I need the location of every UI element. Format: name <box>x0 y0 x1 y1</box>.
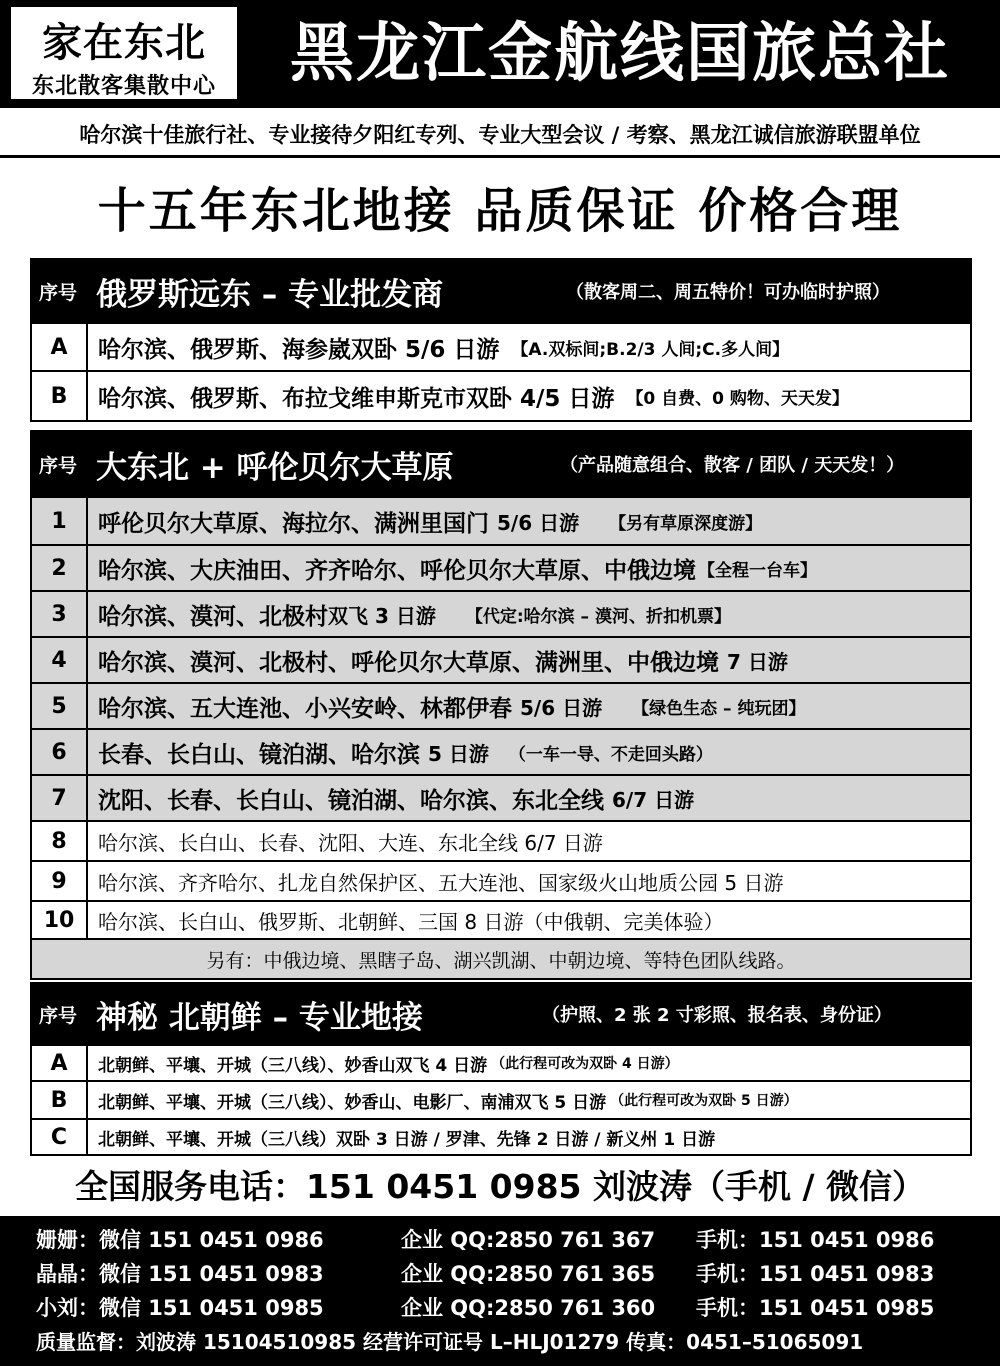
route-note: 【代定:哈尔滨 – 漠河、折扣机票】 <box>465 606 731 627</box>
list-item <box>30 862 972 902</box>
intro-line: 哈尔滨十佳旅行社、专业接待夕阳红专列、专业大型会议 / 考察、黑龙江诚信旅游联盟单位 <box>0 112 1000 158</box>
section-head-russia <box>30 258 972 324</box>
logo-main-text: 家在东北 <box>42 20 206 66</box>
service-phone-line: 全国服务电话：151 0451 0985 刘波涛（手机 / 微信） <box>74 1167 926 1206</box>
row-index: 10 <box>32 902 88 938</box>
route-name: 北朝鲜、平壤、开城（三八线）、妙香山双飞 4 日游 <box>98 1055 488 1076</box>
route-name: 长春、长白山、镜泊湖、哈尔滨 <box>98 741 420 768</box>
list-item <box>30 1120 972 1156</box>
section-note: （护照、2 张 2 寸彩照、报名表、身份证） <box>542 1005 892 1026</box>
seq-label: 序号 <box>38 454 77 477</box>
list-item <box>30 546 972 592</box>
section-note: （散客周二、周五特价！可办临时护照） <box>566 282 890 303</box>
contact-row <box>36 1224 935 1256</box>
route-suffix: 7 日游 <box>727 649 788 674</box>
contact-wechat: 姗姗：微信 151 0451 0986 <box>36 1228 324 1252</box>
list-item <box>30 498 972 546</box>
seq-label: 序号 <box>38 281 77 304</box>
row-index: B <box>32 372 88 420</box>
agency-title: 黑龙江金航线国旅总社 <box>290 17 950 91</box>
row-index: 8 <box>32 822 88 860</box>
list-item <box>30 776 972 822</box>
route-name: 哈尔滨、五大连池、小兴安岭、林都伊春 <box>98 695 512 722</box>
contact-qq: 企业 QQ:2850 761 360 <box>401 1296 656 1320</box>
row-index: B <box>32 1082 88 1118</box>
contact-wechat: 小刘：微信 151 0451 0985 <box>36 1296 324 1320</box>
route-name: 哈尔滨、俄罗斯、布拉戈维申斯克市双卧 4/5 日游 <box>98 385 615 412</box>
section-head-north-korea <box>30 982 972 1046</box>
header-banner <box>0 0 1000 108</box>
route-note: 【另有草原深度游】 <box>609 513 763 534</box>
route-name: 哈尔滨、大庆油田、齐齐哈尔、呼伦贝尔大草原、中俄边境 <box>98 557 696 584</box>
list-item <box>30 730 972 776</box>
row-index: 1 <box>32 498 88 544</box>
list-item <box>30 684 972 730</box>
row-index: 4 <box>32 638 88 682</box>
route-suffix: 6/7 日游 <box>612 787 695 812</box>
route-name: 哈尔滨、漠河、北极村、呼伦贝尔大草原、满洲里、中俄边境 <box>98 649 719 676</box>
list-item <box>30 592 972 638</box>
also-available-line: 另有：中俄边境、黑瞎子岛、湖兴凯湖、中朝边境、等特色团队线路。 <box>30 940 972 980</box>
quality-supervision-line: 质量监督：刘波涛 15104510985 经营许可证号 L–HLJ01279 传真：0451–51065091 <box>36 1330 864 1354</box>
route-note: 【0 自费、0 购物、天天发】 <box>626 388 849 409</box>
route-note: 【全程一台车】 <box>698 560 817 581</box>
list-item <box>30 372 972 422</box>
route-name: 哈尔滨、齐齐哈尔、扎龙自然保护区、五大连池、国家级火山地质公园 5 日游 <box>98 870 784 895</box>
seq-label: 序号 <box>38 1004 77 1027</box>
row-index: 9 <box>32 862 88 900</box>
list-item <box>30 902 972 940</box>
contact-qq: 企业 QQ:2850 761 365 <box>401 1262 656 1286</box>
row-index: 3 <box>32 592 88 636</box>
section-note: （产品随意组合、散客 / 团队 / 天天发！） <box>560 455 905 476</box>
route-suffix: 5 日游 <box>428 741 489 766</box>
logo-box <box>8 4 240 102</box>
section-title: 大东北 + 呼伦贝尔大草原 <box>96 449 454 486</box>
row-index: 7 <box>32 776 88 820</box>
contact-wechat: 晶晶：微信 151 0451 0983 <box>36 1262 324 1286</box>
route-name: 北朝鲜、平壤、开城（三八线）双卧 3 日游 / 罗津、先锋 2 日游 / 新义州 1 日游 <box>98 1129 716 1150</box>
logo-sub-text: 东北散客集散中心 <box>31 74 216 99</box>
route-name: 呼伦贝尔大草原、海拉尔、满洲里国门 <box>98 510 489 537</box>
row-index: C <box>32 1120 88 1154</box>
contact-mobile: 手机：151 0451 0985 <box>696 1296 935 1320</box>
route-name: 北朝鲜、平壤、开城（三八线）、妙香山、电影厂、南浦双飞 5 日游 <box>98 1092 607 1113</box>
row-index: 5 <box>32 684 88 728</box>
route-name: 哈尔滨、俄罗斯、海参崴双卧 5/6 日游 <box>98 336 500 363</box>
footer-contacts <box>0 1216 1000 1366</box>
route-name: 哈尔滨、长白山、俄罗斯、北朝鲜、三国 8 日游（中俄朝、完美体验） <box>98 909 724 934</box>
list-item <box>30 1082 972 1120</box>
section-title: 俄罗斯远东 – 专业批发商 <box>96 276 444 313</box>
list-item <box>30 638 972 684</box>
contact-mobile: 手机：151 0451 0983 <box>696 1262 935 1286</box>
route-name: 沈阳、长春、长白山、镜泊湖、哈尔滨、东北全线 <box>98 787 604 814</box>
section-head-northeast <box>30 430 972 498</box>
row-index: 6 <box>32 730 88 774</box>
row-index: 2 <box>32 546 88 590</box>
route-suffix: 5/6 日游 <box>520 695 603 720</box>
route-note: 【A.双标间;B.2/3 人间;C.多人间】 <box>511 339 790 360</box>
slogan: 十五年东北地接 品质保证 价格合理 <box>97 183 903 239</box>
list-item <box>30 324 972 372</box>
route-note: （此行程可改为双卧 5 日游） <box>610 1093 798 1109</box>
contact-row <box>36 1258 935 1290</box>
row-index: A <box>32 1046 88 1080</box>
route-suffix: 5/6 日游 <box>497 510 580 535</box>
route-note: （一车一导、不走回头路） <box>508 744 713 765</box>
section-title: 神秘 北朝鲜 – 专业地接 <box>96 999 423 1036</box>
contact-row <box>36 1292 935 1324</box>
route-name: 哈尔滨、长白山、长春、沈阳、大连、东北全线 6/7 日游 <box>98 830 603 855</box>
route-name: 哈尔滨、漠河、北极村 <box>98 603 328 630</box>
list-item <box>30 822 972 862</box>
route-note: 【绿色生态 – 纯玩团】 <box>632 698 806 719</box>
contact-mobile: 手机：151 0451 0986 <box>696 1228 935 1252</box>
row-index: A <box>32 324 88 370</box>
route-note: （此行程可改为双卧 4 日游） <box>491 1056 679 1072</box>
list-item <box>30 1046 972 1082</box>
contact-qq: 企业 QQ:2850 761 367 <box>401 1228 656 1252</box>
route-suffix: 双飞 3 日游 <box>328 603 436 628</box>
